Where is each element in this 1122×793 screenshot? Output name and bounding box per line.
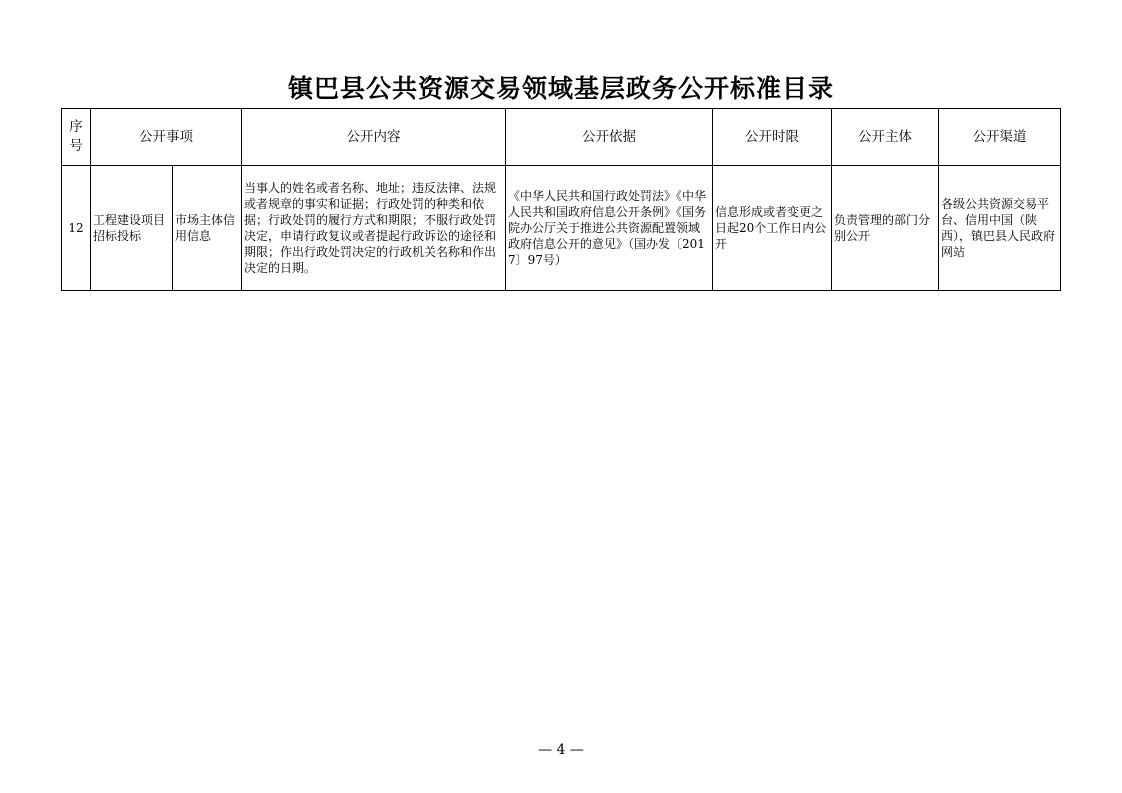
header-channel: 公开渠道 bbox=[939, 109, 1061, 166]
disclosure-catalog-table bbox=[61, 108, 1061, 291]
header-item: 公开事项 bbox=[91, 109, 242, 166]
row-item-secondary: 市场主体信用信息 bbox=[173, 166, 242, 291]
header-content: 公开内容 bbox=[242, 109, 506, 166]
table-row bbox=[62, 166, 1061, 291]
page-number: — 4 — bbox=[538, 742, 584, 758]
row-time-limit: 信息形成或者变更之日起20个工作日内公开 bbox=[713, 166, 832, 291]
header-time-limit: 公开时限 bbox=[713, 109, 832, 166]
header-seq: 序号 bbox=[62, 109, 91, 166]
row-basis: 《中华人民共和国行政处罚法》《中华人民共和国政府信息公开条例》《国务院办公厅关于推进公共资源配置领域政府信息公开的意见》（国办发〔2017〕97号） bbox=[506, 166, 713, 291]
header-basis: 公开依据 bbox=[506, 109, 713, 166]
row-item-primary: 工程建设项目招标投标 bbox=[91, 166, 173, 291]
row-subject: 负责管理的部门分别公开 bbox=[832, 166, 939, 291]
table-header-row bbox=[62, 109, 1061, 166]
row-content: 当事人的姓名或者名称、地址；违反法律、法规或者规章的事实和证据；行政处罚的种类和依据；行政处罚的履行方式和期限；不服行政处罚决定，申请行政复议或者提起行政诉讼的途径和期限；作出行政处罚决定的行政机关名称和作出决定的日期。 bbox=[242, 166, 506, 291]
document-title: 镇巴县公共资源交易领域基层政务公开标准目录 bbox=[287, 74, 834, 103]
row-seq: 12 bbox=[62, 166, 91, 291]
header-subject: 公开主体 bbox=[832, 109, 939, 166]
row-channel: 各级公共资源交易平台、信用中国（陕西），镇巴县人民政府网站 bbox=[939, 166, 1061, 291]
